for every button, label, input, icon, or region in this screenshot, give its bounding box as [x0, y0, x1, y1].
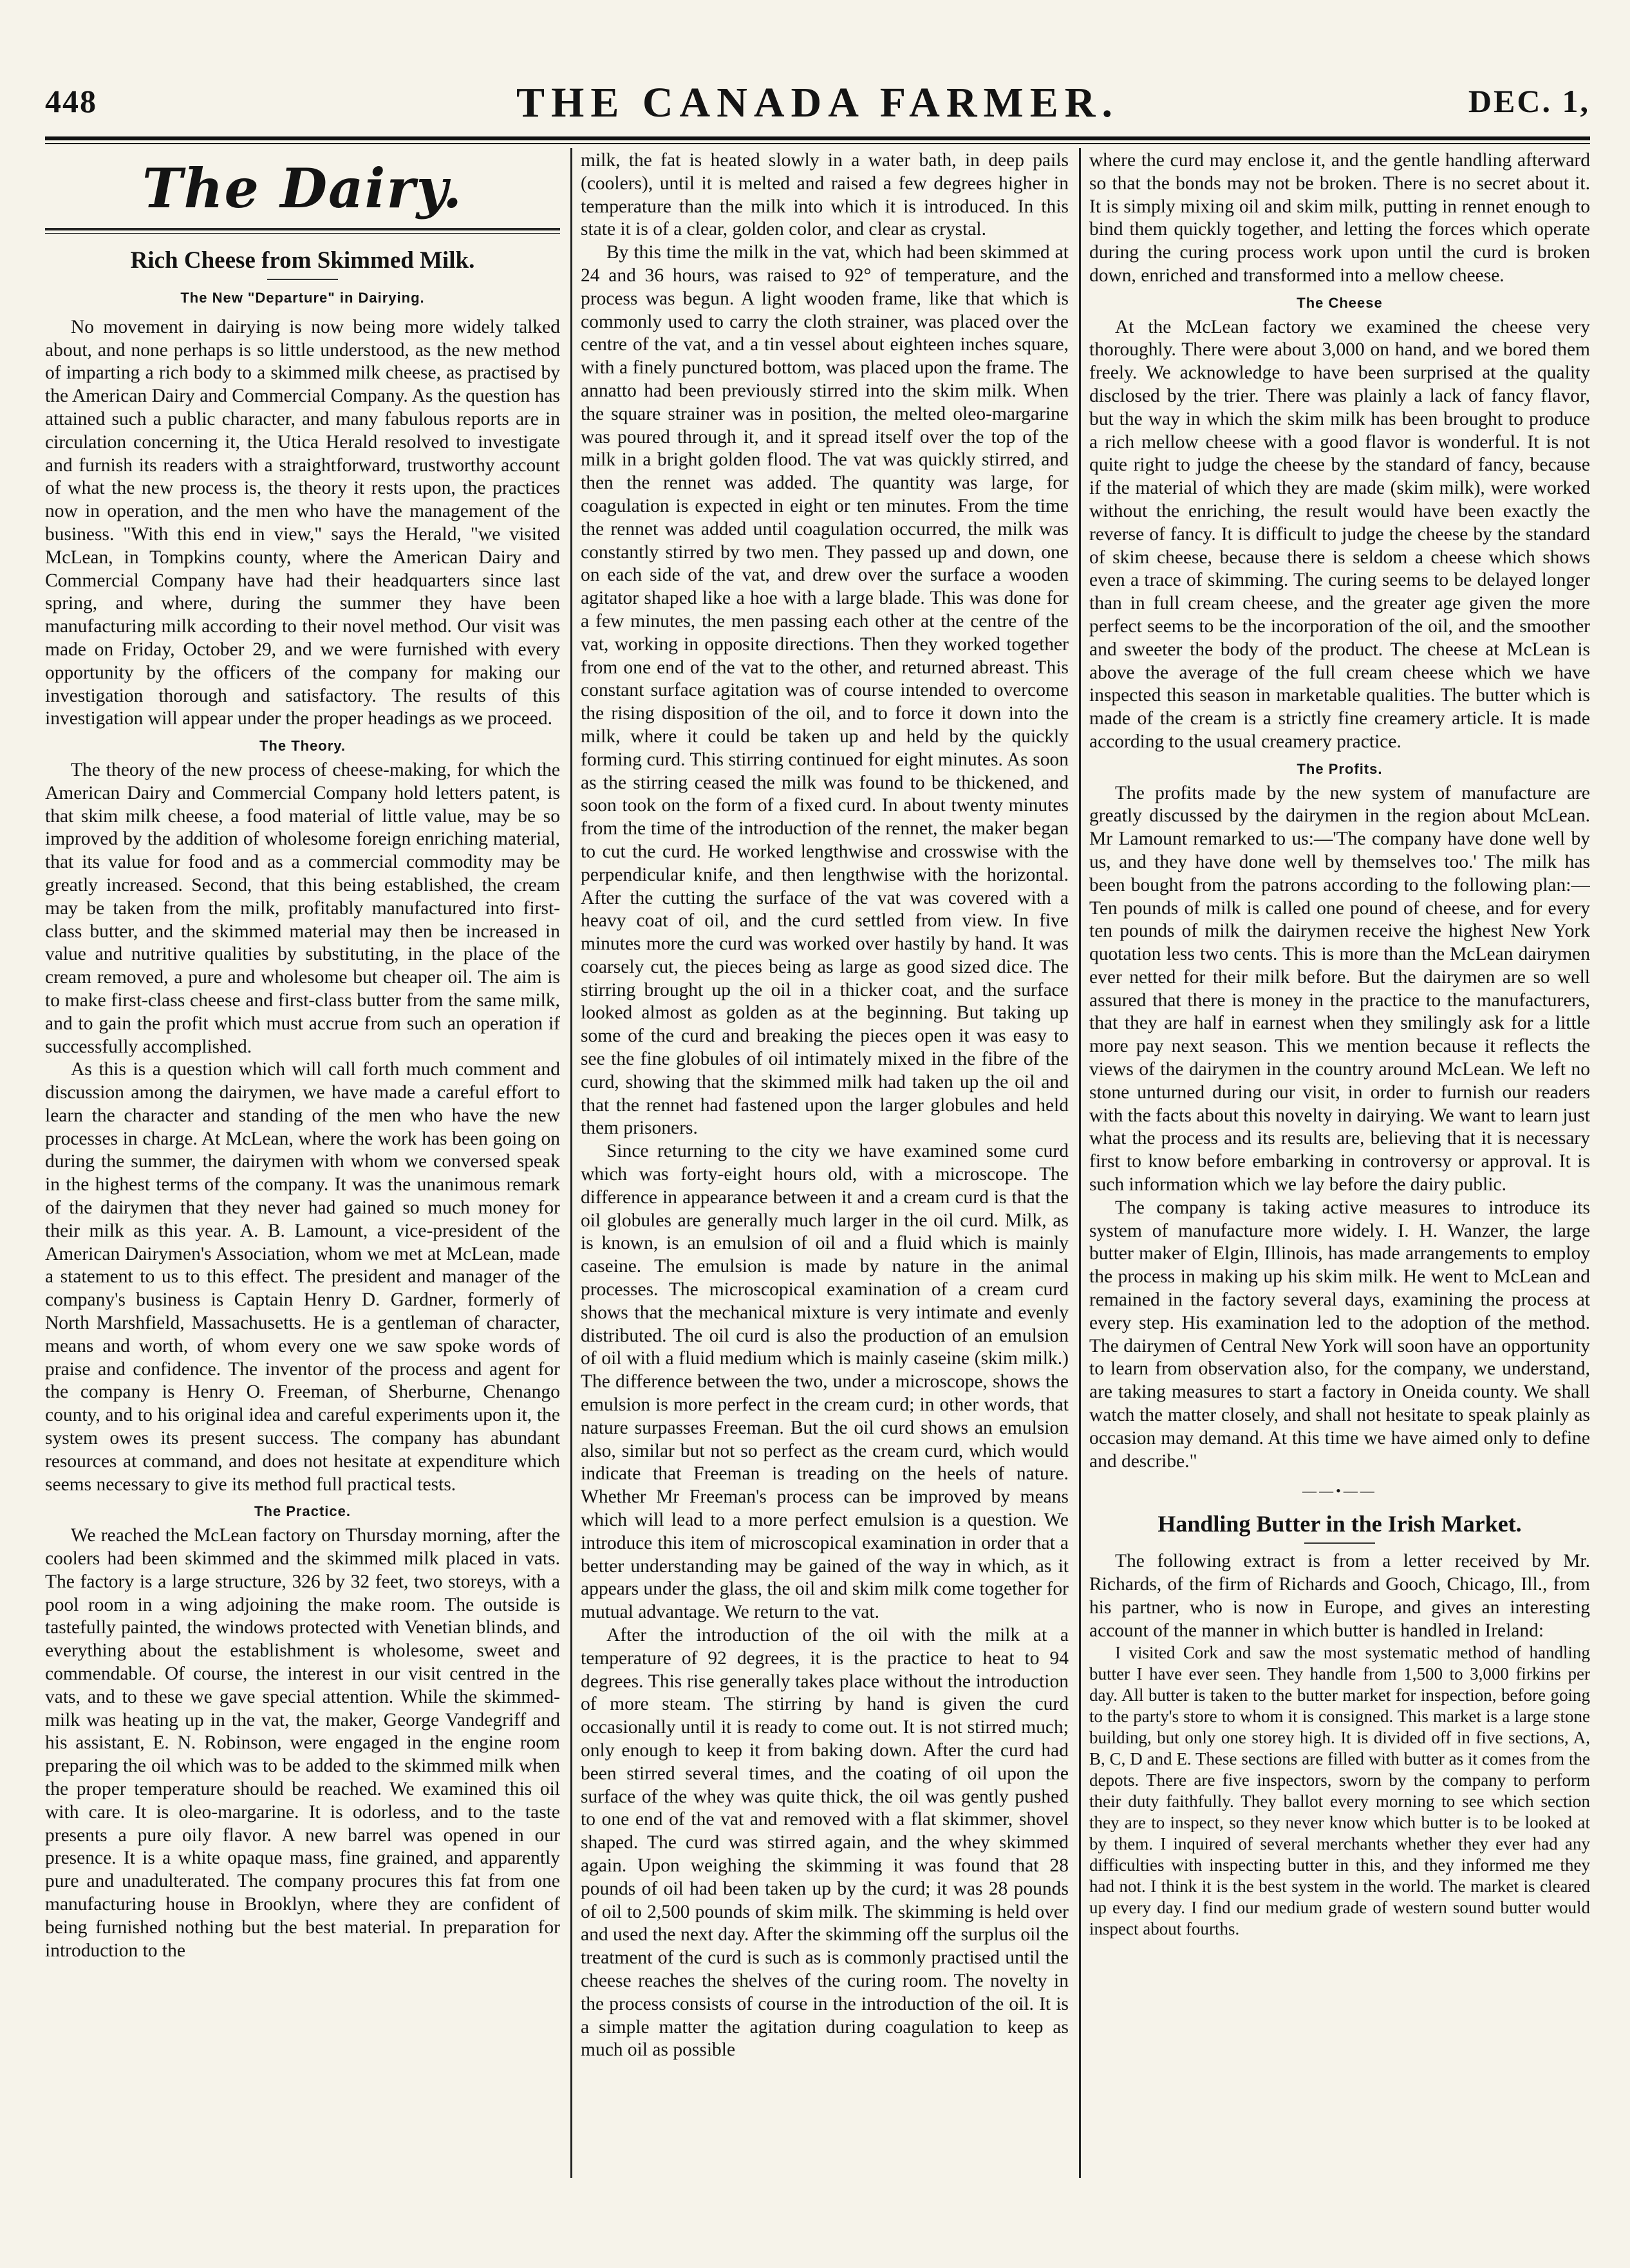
subheading: The Theory. — [259, 738, 346, 754]
section-rule — [45, 228, 560, 234]
article-title: Rich Cheese from Skimmed Milk. — [130, 247, 475, 274]
paragraph: The profits made by the new system of manufacture are greatly discussed by the dairymen in the region about McLean. Mr Lamount remarked to us:—'The company have done well by us, and they have done well by themselves too.' The milk has been bought from the patrons according to the following plan:—Ten pounds of milk is called one pound of cheese, and for every ten pounds of milk the dairymen receive the highest New York quotation less two cents. This is more than the McLean dairymen ever netted for their milk before. But the dairymen are so well assured that there is money in the practice to the manufacturers, that they are half in earnest when they smilingly ask for a little more pay next season. This we mention because it reflects the views of the dairymen in the country around McLean. We left no stone unturned during our visit, in order to furnish our readers with the facts about this novelty in dairying. We want to learn just what the process and its results are, believing that it is necessary first to know before embarking in controversy or approval. It is such information which we lay before the dairy public. — [1089, 782, 1590, 1195]
paragraph: No movement in dairying is now being more widely talked about, and none perhaps is so little understood, as the new method of imparting a rich body to a skimmed milk cheese, as practised by the American Dairy and Commercial Company. As the question has attained such a public character, and many fabulous reports are in circulation concerning it, the Utica Herald resolved to investigate and furnish its readers with a straightforward, trustworthy account of what the new process is, the theory it rests upon, the practices now in operation, and the men who have the management of the business. "With this end in view," says the Herald, "we visited McLean, in Tompkins county, where the American Dairy and Commercial Company have had their headquarters since last spring, and where, during the summer they have been manufacturing milk according to their novel method. Our visit was made on Friday, October 29, and we were furnished with every opportunity by the officers of the company for making our investigation thorough and satisfactory. The results of this investigation will appear under the proper headings as we proceed. — [45, 316, 560, 729]
paragraph: The theory of the new process of cheese-making, for which the American Dairy and Commercial Company hold letters patent, is that skim milk cheese, a food material of little value, may be so improved by the addition of wholesome foreign enriching material, that its value for food and as a commercial commodity may be greatly increased. Second, that this being established, the cream may be taken from the milk, profitably manufactured into first-class butter, and the skimmed material may then be increased in value and nutritive qualities by substituting, in the place of the cream removed, a pure and wholesome but cheaper oil. The aim is to make first-class cheese and first-class butter from the same milk, and to gain the profit which must accrue from such an operation if successfully accomplished. — [45, 759, 560, 1057]
title-rule — [267, 279, 338, 280]
paragraph: The company is taking active measures to introduce its system of manufacture more widely. I. H. Wanzer, the large butter maker of Elgin, Illinois, has made arrangements to employ the process in making up his skim milk. He went to McLean and remained in the factory several days, examining the process at every step. His examination led to the adoption of the method. The dairymen of Central New York will soon have an opportunity to learn from observation also, for the company, we understand, are taking measures to start a factory in Oneida county. We shall watch the matter closely, and shall not hesitate to speak plainly as occasion may demand. At this time we have aimed only to define and describe." — [1089, 1197, 1590, 1472]
paragraph: milk, the fat is heated slowly in a water bath, in deep pails (coolers), until it is melted and raised a few degrees higher in temperature than the milk into which it is introduced. In this state it is of a clear, golden color, and clear as crystal. — [581, 150, 1069, 240]
title-rule — [1304, 1542, 1375, 1544]
column-1 — [45, 149, 560, 2191]
paragraph: As this is a question which will call forth much comment and discussion among the dairymen, we have made a careful effort to learn the character and standing of the men who have the new processes in charge. At McLean, where the work has been going on during the summer, the dairymen with whom we conversed speak in the highest terms of the company. It was the unanimous remark of the dairymen that they never had gained so much money for their milk as this year. A. B. Lamount, a vice-president of the American Dairymen's Association, whom we met at McLean, made a statement to us to this effect. The president and manager of the company's business is Captain Henry D. Gardner, formerly of North Marshfield, Massachusetts. He is a gentleman of character, means and worth, of whom every one we saw spoke words of praise and confidence. The inventor of the process and agent for the company is Henry O. Freeman, of Sherburne, Chenango county, and to his original idea and careful experiments upon it, the system owes its present success. The company has abundant resources at command, and does not hesitate at expenditure which seems necessary to give its method full practical tests. — [45, 1059, 560, 1495]
paragraph: We reached the McLean factory on Thursday morning, after the coolers had been skimmed and the skimmed milk placed in vats. The factory is a large structure, 326 by 32 feet, two storeys, with a pool room in a wing adjoining the make room. The outside is tastefully painted, the windows protected with Venetian blinds, and everything about the establishment is wholesome, sweet and commendable. Of course, the interest in our visit centred in the vats, and to these we gave special attention. While the skimmed-milk was heating up in the vat, the maker, George Vandegriff and his assistant, E. N. Robinson, were engaged in the engine room preparing the oil which was to be added to the skimmed milk when the proper temperature should be reached. We examined this oil with care. It is oleo-margarine. It is odorless, and to the taste presents a pure oily flavor. A new barrel was opened in our presence. It is a white opaque mass, fine grained, and apparently pure and unadulterated. The company procures this fat from one manufacturing house in Brooklyn, where they are confident of being furnished nothing but the best material. In preparation for introduction to the — [45, 1525, 560, 1961]
article-separator: ——•—— — [1302, 1483, 1377, 1499]
paragraph: where the curd may enclose it, and the gentle handling afterward so that the bonds may not be broken. There is no secret about it. It is simply mixing oil and skim milk, putting in rennet enough to bind them quickly together, and letting the forces which operate during the curing process work upon until the curd is broken down, enriched and transformed into a mellow cheese. — [1089, 150, 1590, 286]
article-title: Handling Butter in the Irish Market. — [1157, 1511, 1522, 1537]
subheading: The Practice. — [254, 1503, 351, 1520]
paragraph: At the McLean factory we examined the cheese very thoroughly. There were about 3,000 on hand, and we bored them freely. We acknowledge to have been surprised at the quality disclosed by the trier. There was plainly a lack of fancy flavor, but the way in which the skim milk has been brought to produce a rich mellow cheese with a good flavor is wonderful. It is not quite right to judge the cheese by the standard of fancy, because if the material of which they are made (skim milk), were worked without the enriching, the result would have been exactly the reverse of fancy. It is difficult to judge the cheese by the standard of skim cheese, because there is seldom a cheese which shows even a trace of skimming. The curing seems to be delayed longer than in full cream cheese, and the greater age given the more perfect seems to be the incorporation of the oil, and the smoother and sweeter the body of the product. The cheese at McLean is above the average of the full cream cheese which we have inspected this season in marketable qualities. The butter which is made of the cream is a strictly fine creamery article. It is made according to the usual creamery practice. — [1089, 316, 1590, 752]
column-3 — [1089, 149, 1590, 2191]
subheading: The Profits. — [1297, 760, 1383, 777]
masthead-rule-thin — [45, 143, 1590, 144]
page-number: 448 — [45, 83, 97, 119]
paragraph: The following extract is from a letter received by Mr. Richards, of the firm of Richards and Gooch, Chicago, Ill., from his partner, who is now in Europe, and gives an interesting account of the manner in which butter is handled in Ireland: — [1089, 1551, 1590, 1641]
masthead-rule — [45, 136, 1590, 140]
article-subtitle: The New "Departure" in Dairying. — [180, 290, 425, 306]
masthead — [45, 76, 1590, 134]
paragraph: Since returning to the city we have examined some curd which was forty-eight hours old, with a microscope. The difference in appearance between it and a cream curd is that the oil globules are generally much larger in the oil curd. Milk, as is known, is an emulsion of oil and a fluid which is mainly caseine. The emulsion is made by nature in the animal processes. The microscopical examination of a cream curd shows that the mechanical mixture is very intimate and evenly distributed. The oil curd is also the production of an emulsion of oil with a fluid medium which is mainly caseine (skim milk.) The difference between the two, under a microscope, shows the emulsion is more perfect in the cream curd; in other words, that nature surpasses Freeman. But the oil curd shows an emulsion also, similar but not so perfect as the cream curd, which would indicate that Freeman is treading on the heels of nature. Whether Mr Freeman's process can be improved by means which will lead to a more perfect emulsion is a question. We introduce this item of microscopical examination in order that a better understanding may be gained of the way in which, as it appears under the glass, the oil and skim milk come together for mutual advantage. We return to the vat. — [581, 1141, 1069, 1623]
newspaper-title: THE CANADA FARMER. — [516, 79, 1119, 126]
column-rule — [1079, 148, 1081, 2178]
subheading: The Cheese — [1297, 294, 1383, 311]
column-rule — [570, 148, 572, 2178]
column-2 — [581, 149, 1069, 2191]
paragraph: I visited Cork and saw the most systematic method of handling butter I have ever seen. They handle from 1,500 to 3,000 firkins per day. All butter is taken to the butter market for inspection, before going to the party's store to whom it is consigned. This market is a large stone building, but only one storey high. It is divided off in five sections, A, B, C, D and E. These sections are filled with butter as it comes from the depots. There are five inspectors, sworn by the company to perform their duty faithfully. They ballot every morning to see which section they are to inspect, so they never know which butter is to be looked at by them. I inquired of several merchants whether they ever had any difficulties with inspecting butter in this, and they informed me they had not. I think it is the best system in the world. The market is cleared up every day. I find our medium grade of western sound butter would inspect about fourths. — [1089, 1643, 1590, 1939]
paragraph: By this time the milk in the vat, which had been skimmed at 24 and 36 hours, was raised to 92° of temperature, and the process was begun. A light wooden frame, like that which is commonly used to carry the cloth strainer, was placed over the centre of the vat, and a tin vessel about eighteen inches square, with a finely punctured bottom, was placed upon the frame. The annatto had been previously stirred into the skim milk. When the square strainer was in position, the melted oleo-margarine was poured through it, and it spread itself over the top of the milk in a bright golden flood. The vat was quickly stirred, and then the rennet was added. The quantity was large, for coagulation is expected in eight or ten minutes. From the time the rennet was added until coagulation occurred, the milk was constantly stirred by two men. They passed up and down, one on each side of the vat, and drew over the surface a wooden agitator shaped like a hoe with a large blade. This was done for a few minutes, the men passing each other at the centre of the vat, working in opposite directions. Then they worked together from one end of the vat to the other, and returned abreast. This constant surface agitation was of course intended to overcome the rising disposition of the oil, and to force it down into the milk, where it could be taken up and held by the quickly forming curd. This stirring continued for eight minutes. As soon as the stirring ceased the milk was found to be thickened, and soon took on the form of a fixed curd. In about twenty minutes from the time of the introduction of the rennet, the maker began to cut the curd. He worked lengthwise and crosswise with the perpendicular knife, and then lengthwise with the horizontal. After the cutting the surface of the vat was covered with a heavy coat of oil, and the curd settled from view. In five minutes more the curd was worked over hastily by hand. It was coarsely cut, the pieces being as large as good sized dice. The stirring brought up the oil in a thicker coat, and the surface looked almost as golden as at the beginning. But taking up some of the curd and breaking the pieces open it was easy to see the fine globules of oil intimately mixed in the fibre of the curd, showing that the skimmed milk had taken up the oil and that the rennet had fastened upon the larger globules and held them prisoners. — [581, 242, 1069, 1139]
section-title: The Dairy. — [142, 156, 464, 220]
issue-date: DEC. 1, — [1468, 83, 1590, 119]
paragraph: After the introduction of the oil with the milk at a temperature of 92 degrees, it is the practice to heat to 94 degrees. This rise generally takes place without the introduction of more steam. The stirring by hand is given the curd occasionally until it is ready to come out. It is not stirred much; only enough to keep it from baking down. After the curd had been stirred several times, and the coating of oil upon the surface of the whey was quite thick, the oil was gently pushed to one end of the vat and removed with a flat skimmer, shovel shaped. The curd was stirred again, and the whey skimmed again. Upon weighing the skimming it was found that 28 pounds of oil had been taken up by the curd; it was 28 pounds of oil to 2,500 pounds of skim milk. The skimming is held over and used the next day. After the skimming off the surplus oil the treatment of the curd is such as is commonly practised until the cheese reaches the shelves of the curing room. The novelty in the process consists of course in the introduction of the oil. It is a simple matter the agitation during coagulation to keep as much oil as possible — [581, 1625, 1069, 2061]
